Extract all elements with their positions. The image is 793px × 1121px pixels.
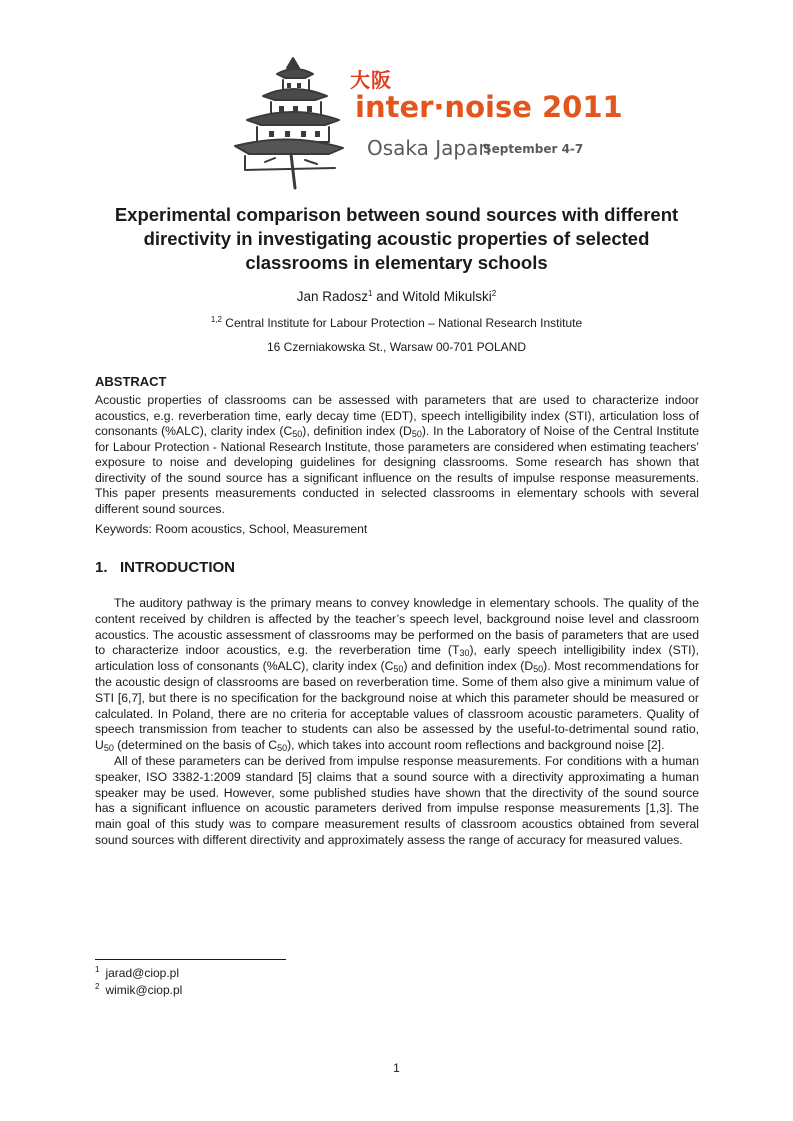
author-conjunction: and (372, 289, 403, 304)
intro-p1-d: ). Most recommendations for the acoustic design of classrooms are based on reverberation time. Some of them also give a minimum value of STI [6,7], but there is no specification for the background noise at which this parameter should be measured or calculated. In Poland, there are no criteria for acceptable values of classroom acoustic parameters. Quality of speech transmission from teacher to students can also be assessed by the useful-to-detrimental sound ratio, U (95, 659, 700, 753)
footnote-2-mark: 2 (95, 982, 100, 991)
abstract-sub-d: 50 (411, 429, 422, 439)
intro-p1-sub4: 50 (103, 743, 114, 754)
intro-p1-c: ) and definition index (D (403, 659, 534, 674)
footnote-2-email: wimik@ciop.pl (105, 983, 183, 997)
logo-kanji: 大阪 (350, 68, 392, 92)
intro-paragraph-1 (95, 596, 699, 754)
intro-p1-e: (determined on the basis of C (113, 738, 278, 753)
abstract-text-c: ). In the Laboratory of Noise of the Central Institute for Labour Protection - National Research Institute, those parameters are considered when estimating teachers’ exposure to noise and developing guidelines for designing classrooms. Some research has shown that directivity of the sound source has a significant influence on the results of impulse response measurements. This paper presents measurements conducted in selected classrooms in elementary schools with several different sound sources. (95, 424, 699, 516)
logo-dates: September 4-7 (483, 142, 584, 156)
footnote-1 (95, 965, 179, 980)
intro-p1-sub5: 50 (277, 743, 288, 754)
keywords: Keywords: Room acoustics, School, Measurement (95, 522, 368, 536)
abstract-text-a: Acoustic properties of classrooms can be assessed with parameters that are used to characterize indoor acoustics, e.g. reverberation time, early decay time (EDT), speech intelligibility index (STI), articulation loss of consonants (%ALC), clarity index (C (95, 393, 699, 438)
address: 16 Czerniakowska St., Warsaw 00-701 POLAND (267, 340, 526, 354)
footnote-1-mark: 1 (95, 965, 100, 974)
intro-p1-a: The auditory pathway is the primary means to convey knowledge in elementary schools. The quality of the content received by children is affected by the teacher’s speech level, background noise level and classroom acoustics. The acoustic assessment of classrooms may be performed on the basis of parameters that are used to characterize indoor acoustics, e.g. the reverberation time (T (95, 596, 699, 658)
author-2: Witold Mikulski (402, 289, 492, 304)
footnote-divider (95, 959, 286, 960)
abstract-heading: ABSTRACT (95, 374, 167, 389)
intro-p1-f: ), which takes into account room reflections and background noise [2]. (287, 738, 665, 753)
footnote-1-email: jarad@ciop.pl (105, 966, 180, 980)
affiliation-marks: 1,2 (210, 315, 222, 324)
intro-p1-sub2: 50 (393, 664, 404, 675)
page-number: 1 (393, 1061, 400, 1075)
logo-brand: inter·noise 2011 (355, 90, 623, 124)
abstract-text-b: ), definition index (D (302, 424, 412, 438)
abstract-sub-c: 50 (292, 429, 303, 439)
affiliation (0, 316, 793, 330)
intro-p1-b: ), early speech intelligibility index (STI), articulation loss of consonants (%ALC), clarity index (C (95, 643, 699, 674)
intro-p1-sub1: 30 (459, 648, 470, 659)
affiliation-text: Central Institute for Labour Protection – National Research Institute (225, 316, 583, 330)
conference-logo (225, 50, 623, 190)
introduction-body (95, 596, 699, 849)
osaka-castle-illustration (225, 50, 345, 190)
author-2-mark: 2 (491, 289, 497, 298)
footnote-2 (95, 982, 182, 997)
abstract-body (95, 393, 699, 517)
author-1: Jan Radosz (296, 289, 369, 304)
section-heading-introduction: 1. INTRODUCTION (95, 559, 236, 576)
intro-p1-sub3: 50 (533, 664, 544, 675)
logo-city: Osaka Japan (367, 136, 492, 160)
paper-title: Experimental comparison between sound sources with different directivity in investigating acoustic properties of selected classrooms in elementary schools (114, 204, 679, 273)
author-1-mark: 1 (368, 289, 373, 298)
author-line (0, 289, 793, 304)
intro-paragraph-2: All of these parameters can be derived from impulse response measurements. For conditions with a human speaker, ISO 3382-1:2009 standard [5] claims that a sound source with a directivity approximating a human speaker may be used. However, some published studies have shown that the directivity of the sound source has a significant influence on acoustic parameters derived from impulse response measurements [1,3]. The main goal of this study was to compare measurement results of classroom acoustics obtained from several sound sources with different directivity and approximately assess the range of accuracy for measured values. (95, 753, 699, 847)
